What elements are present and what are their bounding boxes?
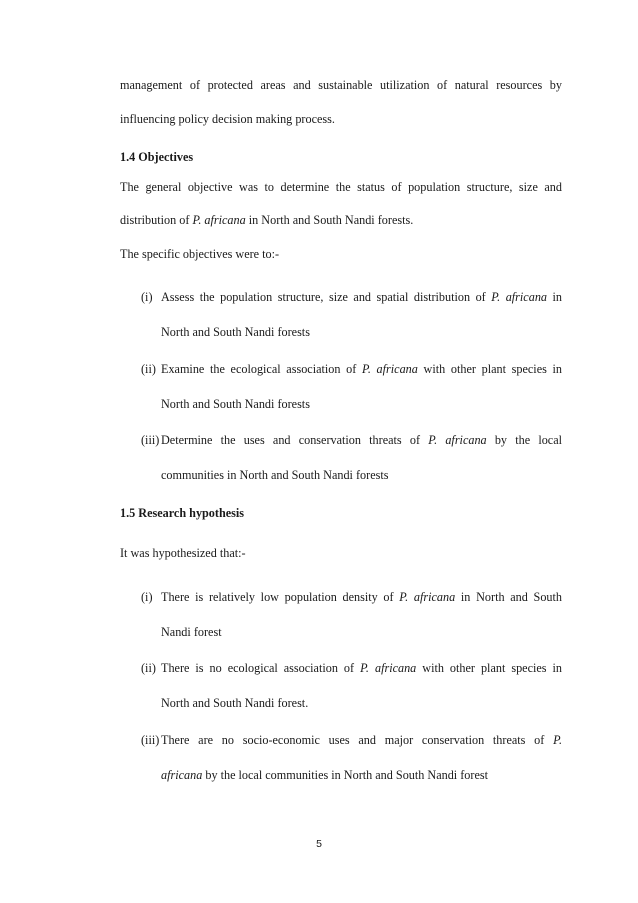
item-number: (i) [141,590,153,604]
general-objective-line-2: distribution of P. africana in North and South Nandi forests. [120,213,414,227]
item-number: (iii) [141,733,160,747]
page-number: 5 [316,838,322,850]
species-name: P. africana [360,661,417,675]
item-number: (i) [141,290,153,304]
specific-objectives-intro: The specific objectives were to:- [120,247,280,261]
hypothesis-item-1: (i) There is relatively low population density of P. africana in North and South Nandi forest [141,590,562,639]
item-number: (ii) [141,362,156,376]
hypothesis-heading: 1.5 Research hypothesis [120,506,245,520]
item-number: (iii) [141,433,160,447]
intro-line-2: influencing policy decision making process. [120,112,335,126]
species-name: P. [553,733,562,747]
objective-item-2: (ii) Examine the ecological association of P. africana with other plant species in North and South Nandi forests [141,362,563,411]
hypothesis-item-3: (iii) There are no socio-economic uses and major conservation threats of P. africana by the local communities in North and South Nandi forest [141,733,562,782]
item-number: (ii) [141,661,156,675]
species-name: P. africana [361,362,418,376]
objective-item-1: (i) Assess the population structure, size and spatial distribution of P. africana in North and South Nandi forests [141,290,563,339]
species-name: P. africana [399,590,456,604]
species-name: P. africana [192,213,246,227]
hypothesis-intro: It was hypothesized that:- [120,546,246,560]
hypothesis-item-2: (ii) There is no ecological association of P. africana with other plant species in North and South Nandi forest. [141,661,562,710]
objectives-heading: 1.4 Objectives [120,150,194,164]
general-objective-line-1: The general objective was to determine the status of population structure, size and [120,180,562,194]
species-name: P. africana [491,290,548,304]
species-name: africana [161,768,203,782]
species-name: P. africana [428,433,487,447]
objective-item-3: (iii) Determine the uses and conservation threats of P. africana by the local communities in North and South Nandi forests [141,433,562,482]
intro-line-1: management of protected areas and sustainable utilization of natural resources by [120,78,562,92]
